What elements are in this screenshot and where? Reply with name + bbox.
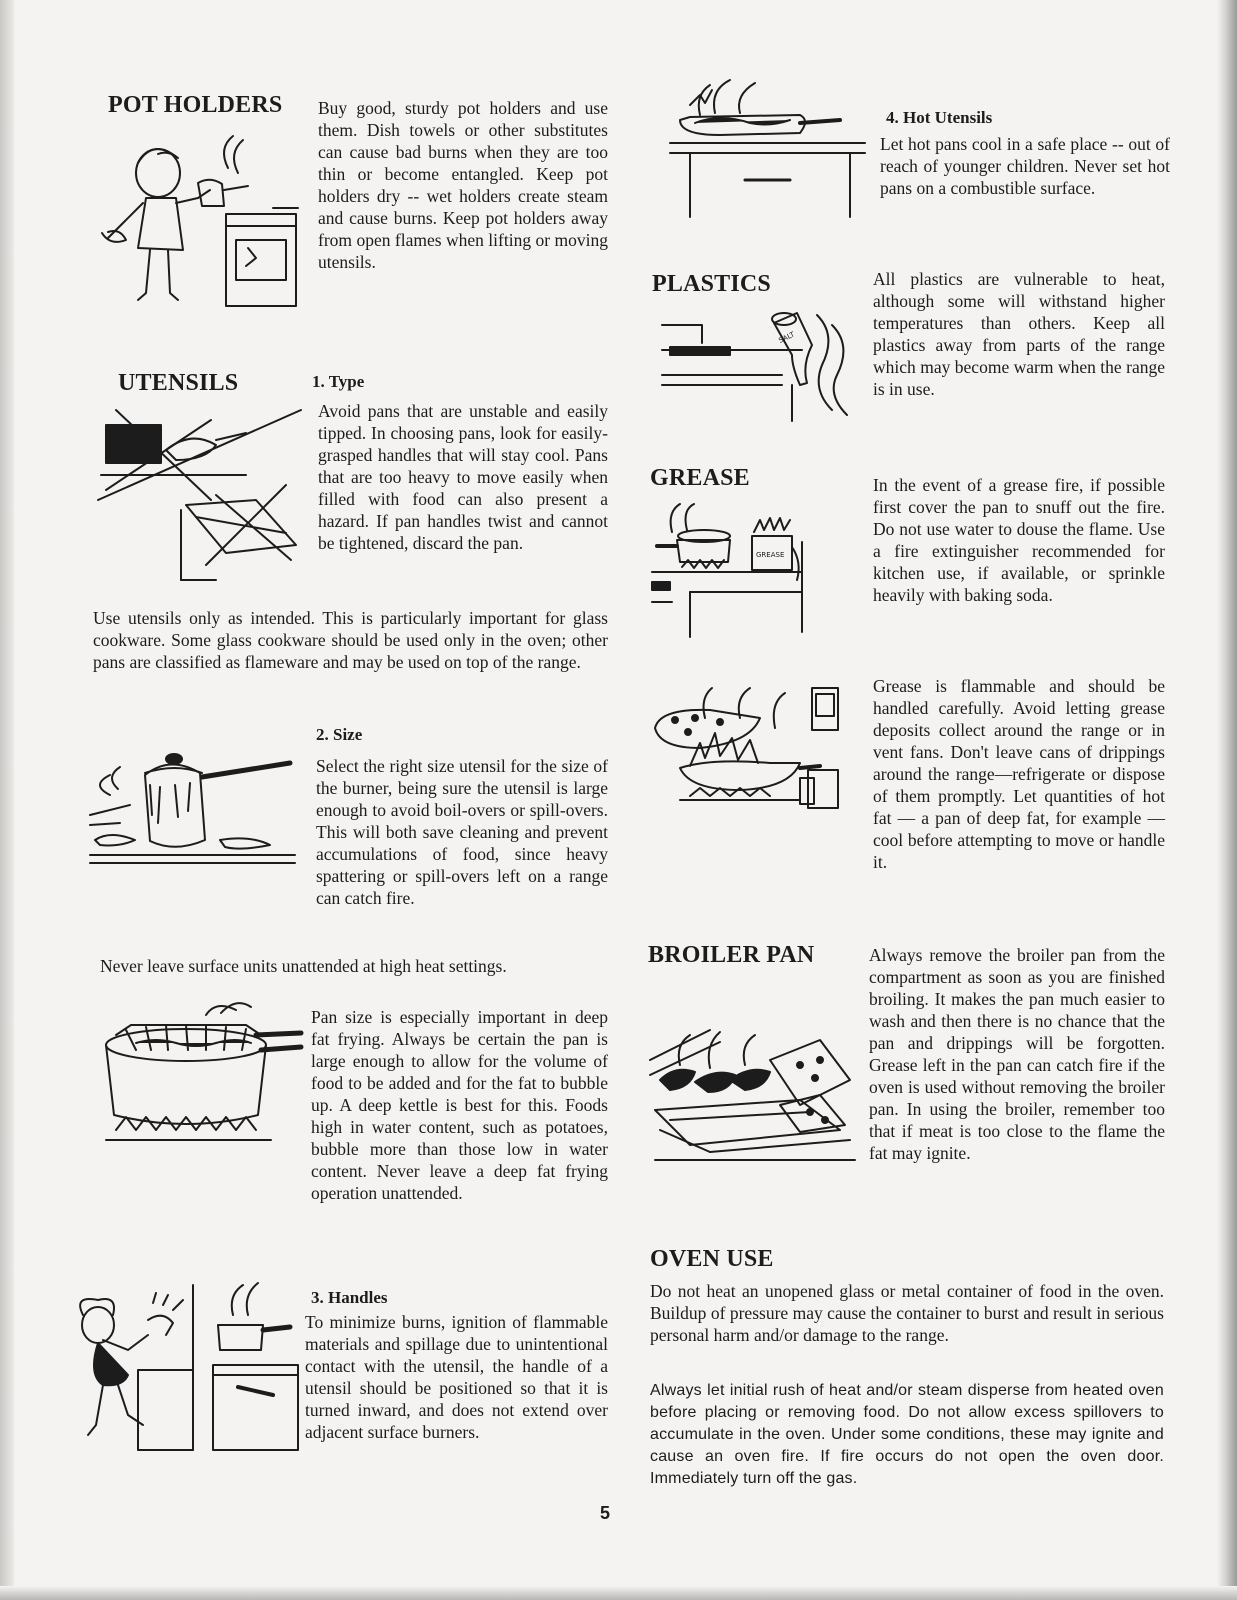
page-right-edge — [1217, 0, 1237, 1600]
type-subheading: 1. Type — [312, 372, 365, 391]
hot-utensils-text: Let hot pans cool in a safe place -- out of reach of younger children. Never set hot pans on a combustible surface. — [880, 134, 1170, 198]
grease-fire-can-illustration — [652, 502, 822, 637]
handle-accident-illustration — [68, 1275, 303, 1450]
grease-can-label: GREASE — [756, 551, 785, 559]
hot-utensils-subheading: 4. Hot Utensils — [886, 108, 993, 127]
grease-hazard-illustration — [650, 688, 860, 833]
handles-text: To minimize burns, ignition of flammable materials and spillage due to unintentional contact with the utensil, the handle of a utensil should be positioned so that it is turned inward, and does not extend over adjacent surface burners. — [305, 1312, 608, 1442]
size-subheading: 2. Size — [316, 725, 363, 744]
deep-fat-fryer-illustration — [96, 1005, 308, 1160]
salt-label: SALT — [777, 330, 796, 345]
oven-use-container-warning: Do not heat an unopened glass or metal container of food in the oven. Buildup of pressure may cause the container to burst and result in serious personal harm and/or damage to the range. — [650, 1281, 1164, 1345]
intended-use-text: Use utensils only as intended. This is particularly important for glass cookware. Some glass cookware should be used only in the oven; other pans are classified as flameware and may be used on top of the range. — [93, 608, 608, 672]
broiler-pan-text: Always remove the broiler pan from the compartment as soon as you are finished broiling. It makes the pan much easier to wash and then there is no chance that the pan and drippings will be forgotten. Grease left in the pan can catch fire if the oven is used without removing the broiler pan. In using the broiler, remember too that if meat is too close to the flame the fat may ignite. — [869, 945, 1165, 1163]
broiler-pan-illustration — [650, 1020, 860, 1175]
pot-holder-woman-illustration — [98, 128, 303, 318]
oven-use-steam-warning: Always let initial rush of heat and/or steam disperse from heated oven before placing or removing food. Do not allow excess spillovers to accumulate in the oven. Under some conditions, these may ignite and cause an oven fire. If fire occurs do not open the oven door. Immediately turn off the gas. — [650, 1382, 1164, 1487]
handles-subheading: 3. Handles — [311, 1288, 388, 1307]
grease-heading: GREASE — [650, 465, 750, 491]
melting-salt-shaker-illustration — [652, 305, 862, 423]
unstable-pans-illustration — [96, 405, 306, 595]
page-left-edge — [0, 0, 14, 1600]
unattended-warning: Never leave surface units unattended at high heat settings. — [100, 956, 507, 976]
size-text: Select the right size utensil for the size of the burner, being sure the utensil is large enough to avoid boil-overs or spill-overs. This will both save cleaning and prevent accumulations of food, since heavy spattering or spill-overs left on a range can catch fire. — [316, 756, 608, 908]
grease-fire-text: In the event of a grease fire, if possible first cover the pan to snuff out the fire. Do not use water to douse the flame. Use a fire extinguisher recommended for kitchen use, if available, or sprinkle heavily with baking soda. — [873, 475, 1165, 605]
page-number: 5 — [600, 1503, 611, 1523]
grease-handling-text: Grease is flammable and should be handled carefully. Avoid letting grease deposits collect around the range or in vent fans. Don't leave cans of drippings around the range—refrigerate or dispose of them promptly. Let quantities of hot fat — a pan of deep fat, for example — cool before attempting to move or handle it. — [873, 676, 1165, 872]
utensils-heading: UTENSILS — [118, 370, 239, 396]
broiler-pan-heading: BROILER PAN — [648, 942, 815, 968]
type-text: Avoid pans that are unstable and easily tipped. In choosing pans, look for easily-grasped handles that will stay cool. Pans that are too heavy to move easily when filled with food can also present a hazard. If pan handles twist and cannot be tightened, discard the pan. — [318, 401, 608, 553]
oven-use-heading: OVEN USE — [650, 1246, 774, 1272]
pot-holders-text: Buy good, sturdy pot holders and use them. Dish towels or other substitutes can cause bad burns when they are too thin or become entangled. Keep pot holders dry -- wet holders create steam and cause burns. Keep pot holders away from open flames when lifting or moving utensils. — [318, 98, 608, 272]
boil-over-pot-illustration — [90, 745, 302, 890]
hot-utensil-illustration — [660, 75, 870, 225]
page-bottom-edge — [0, 1586, 1237, 1600]
plastics-text: All plastics are vulnerable to heat, although some will withstand higher temperatures than others. Keep all plastics away from parts of the range which may become warm when the range is in use. — [873, 269, 1165, 399]
pot-holders-heading: POT HOLDERS — [108, 92, 283, 118]
deep-fat-text: Pan size is especially important in deep fat frying. Always be certain the pan is large enough to allow for the volume of food to be added and for the fat to bubble up. A deep kettle is best for this. Foods high in water content, such as potatoes, bubble more than those low in water content. Never leave a deep fat frying operation unattended. — [311, 1007, 608, 1203]
plastics-heading: PLASTICS — [652, 271, 771, 297]
